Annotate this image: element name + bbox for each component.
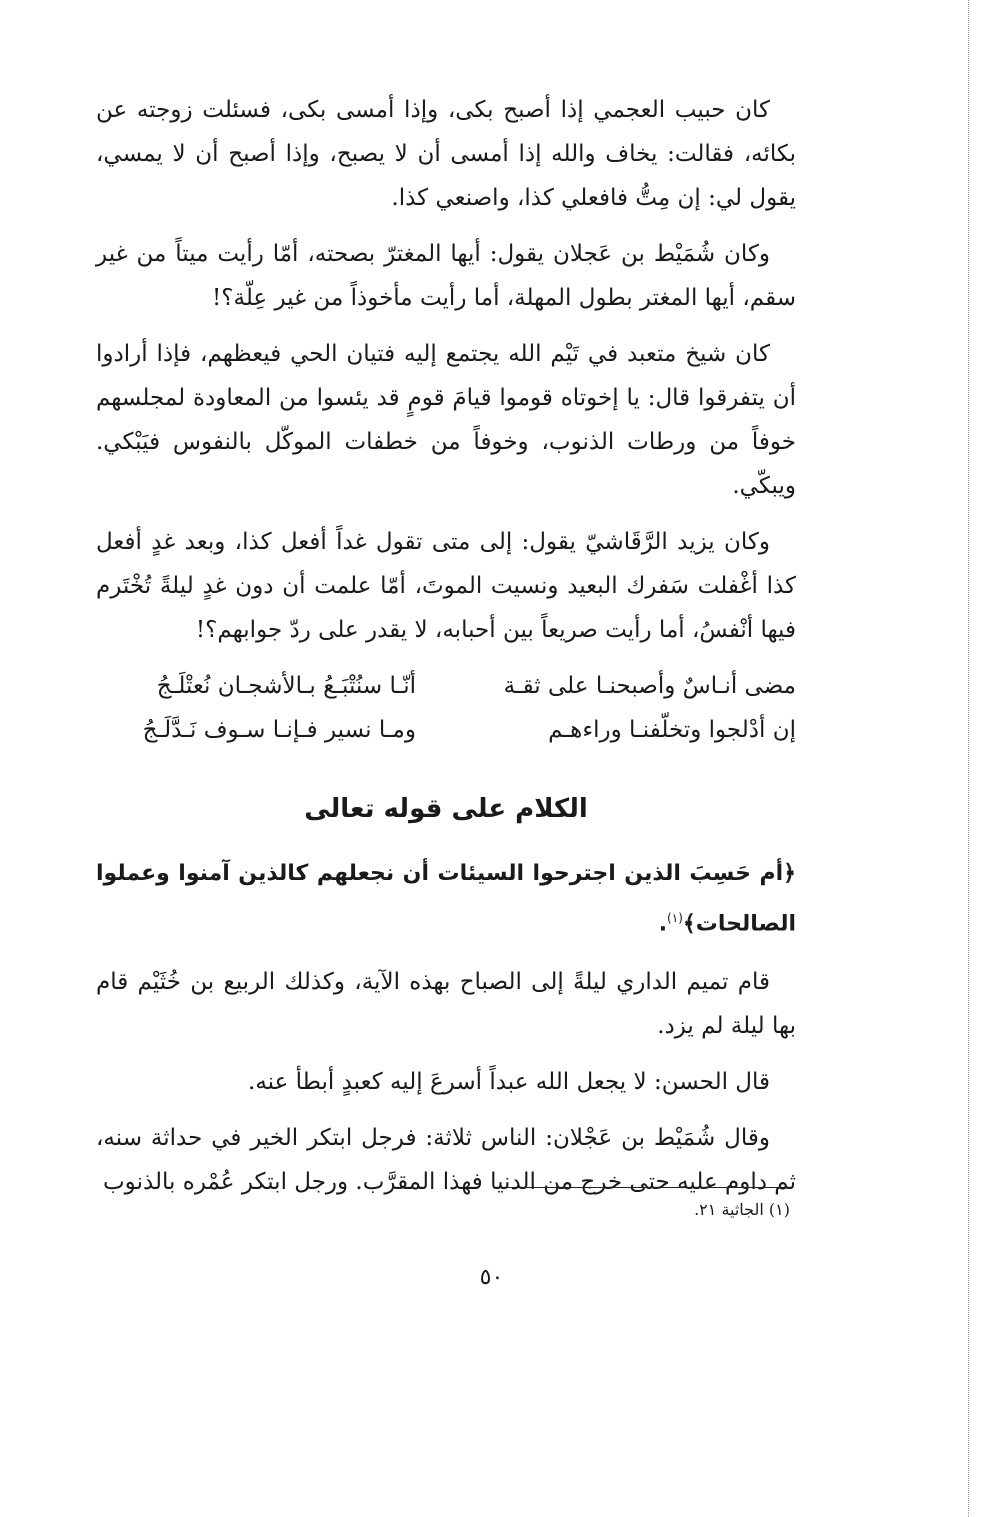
verse-1-second-hemistich: أنّـا سنُتْبَـعُ بـالأشجـان نُعتْلَـجُ <box>156 673 416 699</box>
page-number: ٥٠ <box>479 1265 504 1290</box>
paragraph-tamim: قام تميم الداري ليلةً إلى الصباح بهذه الآية، وكذلك الربيع بن خُثَيْم قام بها ليلة لم يزد. <box>96 969 796 1040</box>
verse-line-1 <box>96 664 796 708</box>
footnote: (١) الجاثية ٢١. <box>694 1200 790 1219</box>
section-heading: الكلام على قوله تعالى <box>304 794 588 824</box>
paragraph-shumait: وكان شُمَيْط بن عَجلان يقول: أيها المغترّ بصحته، أمّا رأيت ميتاً من غير سقم، أيها المغتر بطول المهلة، أما رأيت مأخوذاً من غير عِلّة؟! <box>96 241 796 311</box>
verse-2-second-hemistich: ومـا نسير فـإنـا سـوف نَـدَّلَـجُ <box>142 717 416 743</box>
paragraph-habib: كان حبيب العجمي إذا أصبح بكى، وإذا أمسى بكى، فسئلت زوجته عن بكائه، فقالت: يخاف والله إذا أمسى أن لا يصبح، وإذا أصبح أن لا يمسي، يقول لي: إن مِتُّ فافعلي كذا، واصنعي كذا. <box>96 97 796 211</box>
verse-1-first-hemistich: مضى أنـاسٌ وأصبحنـا على ثقـة <box>503 673 796 699</box>
verse-2-first-hemistich: إن أدْلجوا وتخلّفنـا وراءهـم <box>548 717 796 743</box>
page-body <box>96 88 796 1216</box>
verse-line-2 <box>96 708 796 752</box>
paragraph-hasan: قال الحسن: لا يجعل الله عبداً أسرعَ إليه كعبدٍ أبطأ عنه. <box>248 1069 770 1096</box>
footnote-marker: (١) <box>667 911 683 925</box>
paragraph-yazid: وكان يزيد الرَّقَاشيّ يقول: إلى متى تقول غداً أفعل كذا، وبعد غدٍ أفعل كذا أغْفلت سَفرك البعيد ونسيت الموتَ، أمّا علمت أن دون غدٍ ليلةً تُخْتَرم فيها أنْفسُ، أما رأيت صريعاً بين أحبابه، لا يقدر على ردّ جوابهم؟! <box>96 529 796 643</box>
footnote-separator <box>495 1187 790 1188</box>
poem <box>96 664 796 752</box>
quran-verse <box>96 852 796 946</box>
paragraph-taym-shaykh: كان شيخ متعبد في تَيْم الله يجتمع إليه فتيان الحي فيعظهم، فإذا أرادوا أن يتفرقوا قال: يا إخوتاه قوموا قيامَ قومٍ قد يئسوا من المعاودة لمجلسهم خوفاً من ورطات الذنوب، وخوفاً من خطفات الموكّل بالنفوس فيَبْكي. ويبكّي. <box>96 341 796 499</box>
quran-verse-end: . <box>658 911 668 937</box>
quran-verse-text: ﴿أم حَسِبَ الذين اجترحوا السيئات أن نجعلهم كالذين آمنوا وعملوا الصالحات﴾ <box>96 861 796 937</box>
paragraph-shumait-three: وقال شُمَيْط بن عَجْلان: الناس ثلاثة: فرجل ابتكر الخير في حداثة سنه، ثم داوم عليه حتى خرج من الدنيا فهذا المقرَّب. ورجل ابتكر عُمْره بالذنوب <box>96 1125 796 1196</box>
